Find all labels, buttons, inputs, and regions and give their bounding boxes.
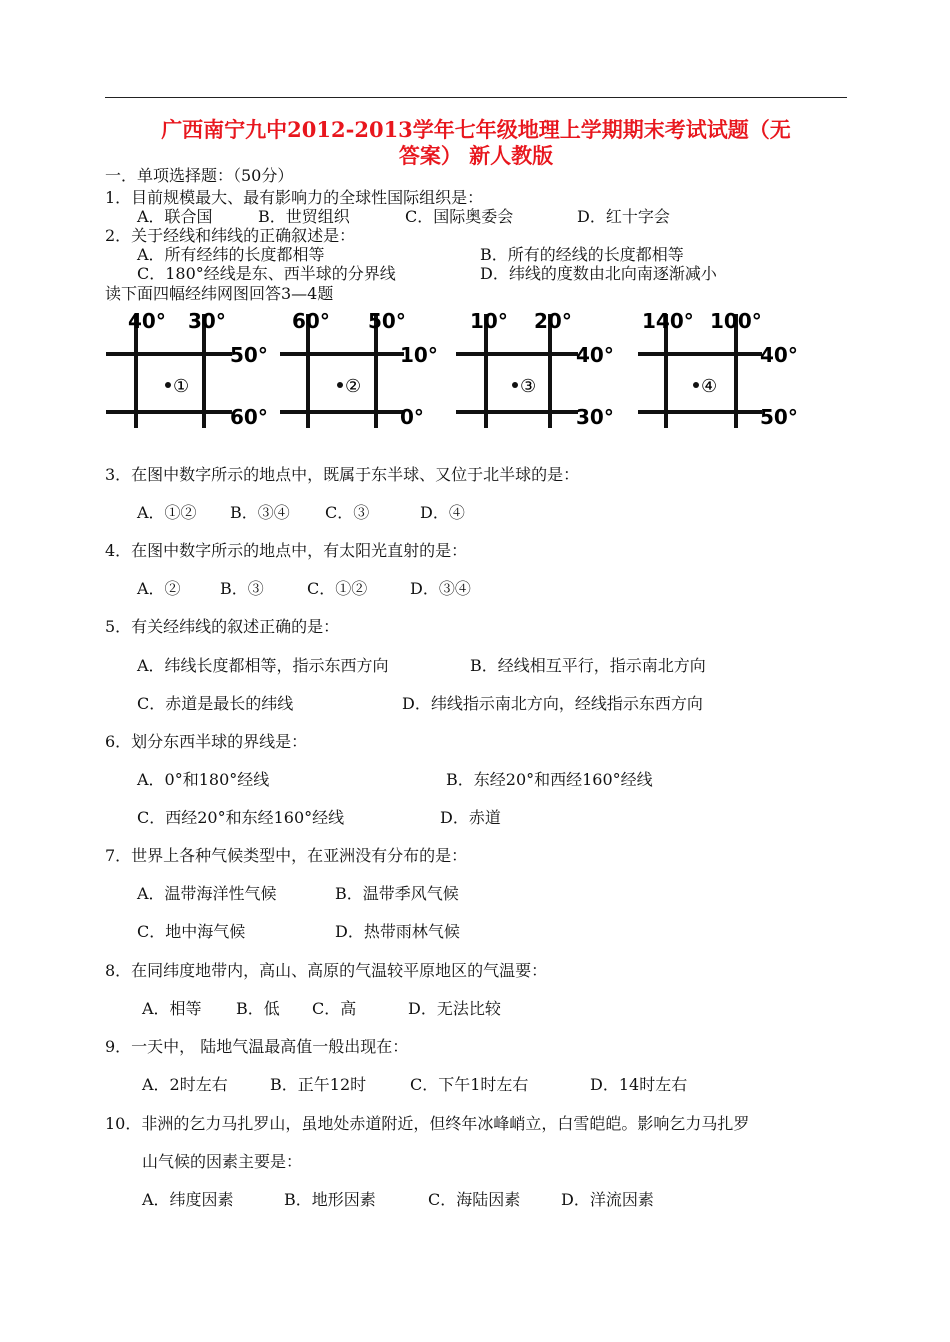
question-2-stem: 2．关于经线和纬线的正确叙述是： xyxy=(105,226,356,245)
question-7-option-b: B．温带季风气候 xyxy=(335,884,459,903)
question-3-option-d: D．④ xyxy=(420,503,465,522)
reading-instruction: 读下面四幅经纬网图回答3—4题 xyxy=(105,284,334,303)
point-dot-3 xyxy=(512,382,518,388)
diagram-2-lat-bottom: 0° xyxy=(400,405,424,429)
question-1-option-c: C．国际奥委会 xyxy=(405,207,514,226)
question-3-option-c: C．③ xyxy=(325,503,370,522)
diagram-4-lon-left: 140° xyxy=(642,309,694,333)
question-7-stem: 7．世界上各种气候类型中，在亚洲没有分布的是： xyxy=(105,846,468,865)
diagram-4-lon-right: 100° xyxy=(710,309,762,333)
point-dot-1 xyxy=(165,382,171,388)
question-8-option-c: C．高 xyxy=(312,999,357,1018)
question-6-option-d: D．赤道 xyxy=(440,808,501,827)
diagram-3-lon-left: 10° xyxy=(470,309,508,333)
question-7-option-a: A．温带海洋性气候 xyxy=(137,884,277,903)
grid-diagram-2 xyxy=(280,309,438,429)
grid-diagram-4 xyxy=(638,309,798,429)
question-1-option-b: B．世贸组织 xyxy=(258,207,350,226)
exam-title-line2: 答案） 新人教版 xyxy=(398,143,554,168)
question-4-option-a: A．② xyxy=(137,579,181,598)
question-6-stem: 6．划分东西半球的界线是： xyxy=(105,732,308,751)
diagram-1-lat-top: 50° xyxy=(230,343,268,367)
question-8-option-a: A．相等 xyxy=(142,999,202,1018)
diagram-2-lat-top: 10° xyxy=(400,343,438,367)
question-5-stem: 5．有关经纬线的叙述正确的是： xyxy=(105,617,340,636)
grid-diagram-1 xyxy=(106,309,268,429)
question-10-option-b: B．地形因素 xyxy=(284,1190,376,1209)
question-3-option-b: B．③④ xyxy=(230,503,290,522)
question-2-option-c: C．180°经线是东、西半球的分界线 xyxy=(137,264,396,283)
question-6-option-b: B．东经20°和西经160°经线 xyxy=(446,770,653,789)
question-2-option-b: B．所有的经线的长度都相等 xyxy=(480,245,684,264)
question-4-option-d: D．③④ xyxy=(410,579,471,598)
header-rule xyxy=(105,97,847,98)
question-6-option-c: C．西经20°和东经160°经线 xyxy=(137,808,345,827)
question-10-option-d: D．洋流因素 xyxy=(561,1190,654,1209)
diagram-1-point-label: ① xyxy=(173,376,190,397)
diagram-1-lon-right: 30° xyxy=(188,309,226,333)
question-5-option-b: B．经线相互平行，指示南北方向 xyxy=(470,656,706,675)
diagram-2-lon-right: 50° xyxy=(368,309,406,333)
question-10-option-a: A．纬度因素 xyxy=(142,1190,234,1209)
question-1-option-d: D．红十字会 xyxy=(577,207,670,226)
diagram-4-lat-top: 40° xyxy=(760,343,798,367)
grid-diagram-3 xyxy=(456,309,614,429)
question-7-option-c: C．地中海气候 xyxy=(137,922,246,941)
question-8-option-d: D．无法比较 xyxy=(408,999,501,1018)
question-9-option-c: C．下午1时左右 xyxy=(410,1075,529,1094)
question-10-option-c: C．海陆因素 xyxy=(428,1190,521,1209)
question-2-option-d: D．纬线的度数由北向南逐渐减小 xyxy=(480,264,717,283)
question-8-stem: 8．在同纬度地带内，高山、高原的气温较平原地区的气温要： xyxy=(105,961,548,980)
question-1-option-a: A．联合国 xyxy=(137,207,213,226)
diagram-3-point-label: ③ xyxy=(520,376,537,397)
point-dot-2 xyxy=(337,382,343,388)
question-4-option-b: B．③ xyxy=(220,579,264,598)
lat-lon-grid-diagrams xyxy=(100,302,820,440)
question-3-option-a: A．①② xyxy=(137,503,197,522)
question-10-stem-line1: 10．非洲的乞力马扎罗山，虽地处赤道附近，但终年冰峰峭立，白雪皑皑。影响乞力马扎罗 xyxy=(105,1114,750,1133)
question-5-option-a: A．纬线长度都相等，指示东西方向 xyxy=(137,656,389,675)
diagram-4-lat-bottom: 50° xyxy=(760,405,798,429)
question-6-option-a: A．0°和180°经线 xyxy=(137,770,270,789)
diagram-3-lat-top: 40° xyxy=(576,343,614,367)
diagram-1-lat-bottom: 60° xyxy=(230,405,268,429)
diagram-1-lon-left: 40° xyxy=(128,309,166,333)
question-4-stem: 4．在图中数字所示的地点中，有太阳光直射的是： xyxy=(105,541,468,560)
diagram-3-lon-right: 20° xyxy=(534,309,572,333)
question-4-option-c: C．①② xyxy=(307,579,368,598)
question-9-stem: 9．一天中， 陆地气温最高值一般出现在： xyxy=(105,1037,409,1056)
diagram-2-point-label: ② xyxy=(345,376,362,397)
question-5-option-d: D．纬线指示南北方向，经线指示东西方向 xyxy=(402,694,703,713)
question-9-option-b: B．正午12时 xyxy=(270,1075,367,1094)
question-8-option-b: B．低 xyxy=(236,999,280,1018)
diagram-3-lat-bottom: 30° xyxy=(576,405,614,429)
question-7-option-d: D．热带雨林气候 xyxy=(335,922,460,941)
question-9-option-d: D．14时左右 xyxy=(590,1075,688,1094)
question-3-stem: 3．在图中数字所示的地点中，既属于东半球、又位于北半球的是： xyxy=(105,465,580,484)
question-5-option-c: C．赤道是最长的纬线 xyxy=(137,694,294,713)
point-dot-4 xyxy=(693,382,699,388)
exam-title-line1: 广西南宁九中2012-2013学年七年级地理上学期期末考试试题（无 xyxy=(161,117,791,142)
diagram-2-lon-left: 60° xyxy=(292,309,330,333)
question-10-stem-line2: 山气候的因素主要是： xyxy=(142,1152,303,1171)
section-heading: 一．单项选择题：（50分） xyxy=(105,166,294,185)
diagram-4-point-label: ④ xyxy=(701,376,718,397)
question-2-option-a: A．所有经纬的长度都相等 xyxy=(137,245,325,264)
question-9-option-a: A．2时左右 xyxy=(142,1075,228,1094)
question-1-stem: 1．目前规模最大、最有影响力的全球性国际组织是： xyxy=(105,188,484,207)
